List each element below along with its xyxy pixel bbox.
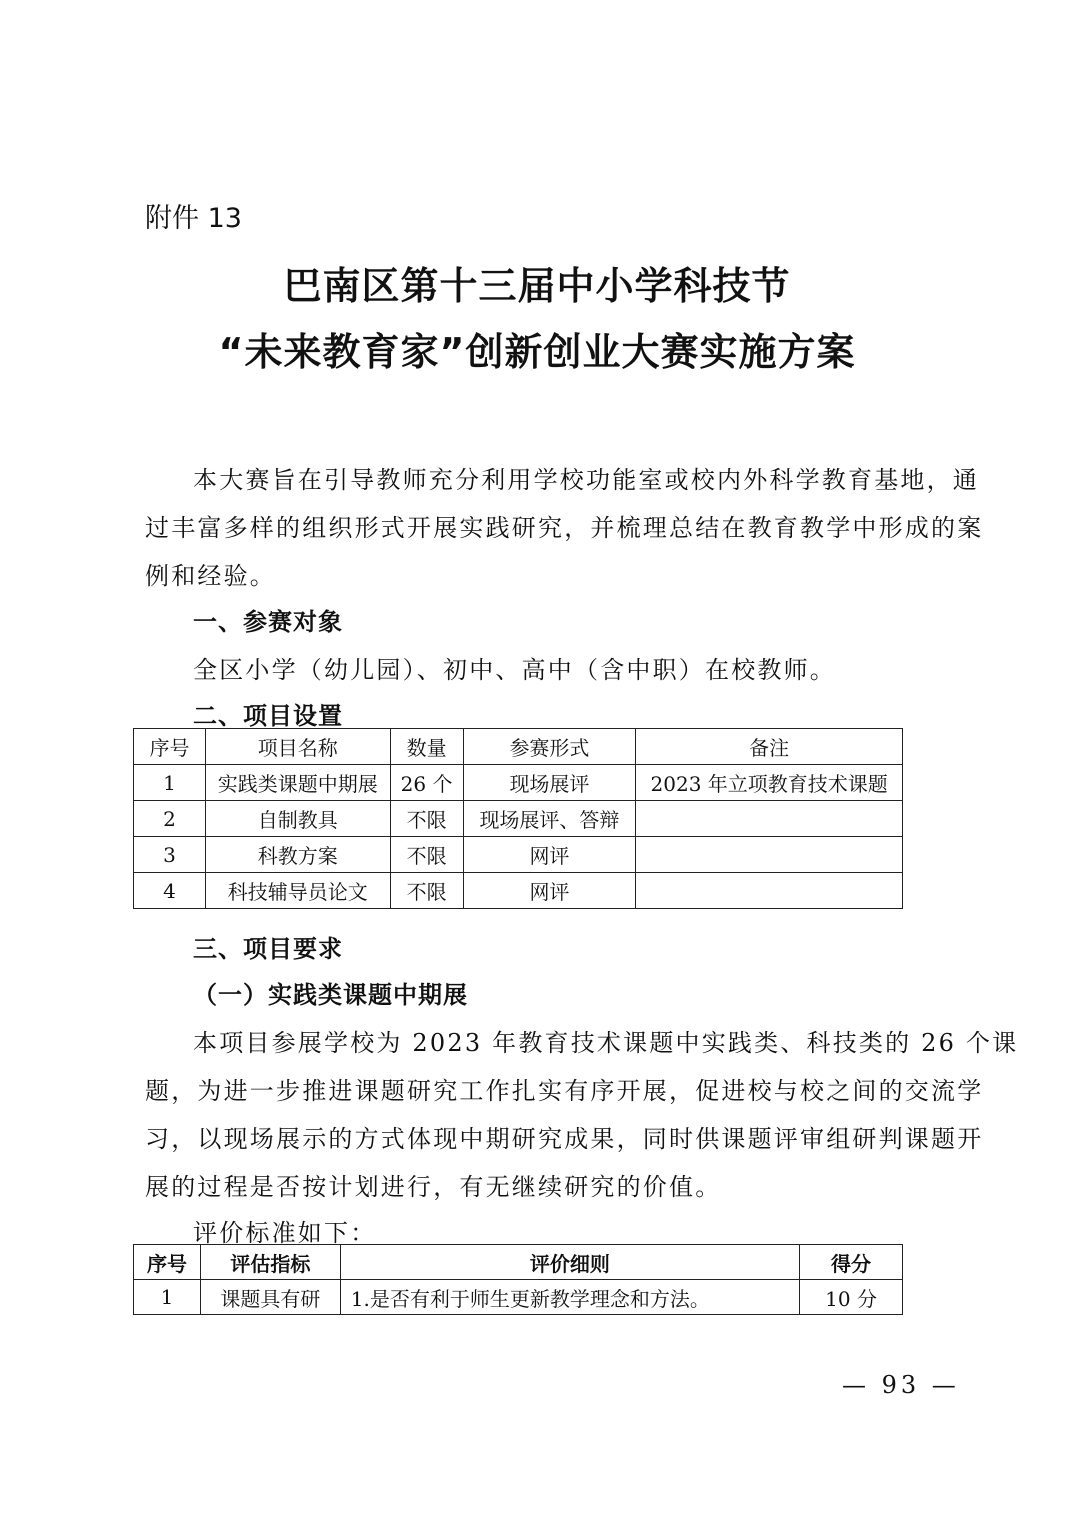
section1-text: 全区小学（幼儿园）、初中、高中（含中职）在校教师。 <box>193 656 836 684</box>
table-cell: 实践类课题中期展 <box>205 765 390 801</box>
table-row <box>134 873 903 909</box>
table-cell: 不限 <box>390 801 463 837</box>
document-title-line2: “未来教育家”创新创业大赛实施方案 <box>218 330 856 374</box>
section1-heading: 一、参赛对象 <box>193 608 343 636</box>
subsection1-heading: （一）实践类课题中期展 <box>193 981 468 1009</box>
table-cell: 课题具有研 <box>200 1280 340 1315</box>
project-settings-table <box>133 728 903 909</box>
table-cell <box>636 801 903 837</box>
table-row <box>134 765 903 801</box>
table-header-cell: 备注 <box>636 729 903 765</box>
table-cell: 不限 <box>390 873 463 909</box>
intro-line-3: 例和经验。 <box>145 562 276 590</box>
section3-heading: 三、项目要求 <box>193 935 343 963</box>
table-cell: 10 分 <box>800 1280 903 1315</box>
table-header-row <box>134 1245 903 1280</box>
document-title-line1: 巴南区第十三届中小学科技节 <box>283 264 791 308</box>
table-header-cell: 评估指标 <box>200 1245 340 1280</box>
table-header-cell: 序号 <box>134 1245 201 1280</box>
table-cell: 科教方案 <box>205 837 390 873</box>
intro-line-1: 本大赛旨在引导教师充分利用学校功能室或校内外科学教育基地，通 <box>193 466 979 494</box>
table-header-cell: 评价细则 <box>340 1245 799 1280</box>
table-cell: 网评 <box>463 873 636 909</box>
table-cell: 2023 年立项教育技术课题 <box>636 765 903 801</box>
table-cell: 1 <box>134 765 206 801</box>
subsection1-line-2: 题，为进一步推进课题研究工作扎实有序开展，促进校与校之间的交流学 <box>145 1077 984 1105</box>
table-header-cell: 数量 <box>390 729 463 765</box>
table-cell <box>636 873 903 909</box>
table-cell: 科技辅导员论文 <box>205 873 390 909</box>
subsection1-line-1: 本项目参展学校为 2023 年教育技术课题中实践类、科技类的 26 个课 <box>193 1029 1019 1057</box>
subsection1-line-4: 展的过程是否按计划进行，有无继续研究的价值。 <box>145 1173 722 1201</box>
table-row <box>134 1280 903 1315</box>
table-cell: 自制教具 <box>205 801 390 837</box>
criteria-label: 评价标准如下： <box>193 1219 377 1247</box>
table-header-cell: 参赛形式 <box>463 729 636 765</box>
table-cell: 不限 <box>390 837 463 873</box>
table-cell: 现场展评、答辩 <box>463 801 636 837</box>
table-cell: 2 <box>134 801 206 837</box>
evaluation-criteria-table <box>133 1244 903 1315</box>
table-header-cell: 得分 <box>800 1245 903 1280</box>
table-row <box>134 801 903 837</box>
table-cell: 26 个 <box>390 765 463 801</box>
table-cell: 4 <box>134 873 206 909</box>
attachment-label: 附件 13 <box>145 203 242 234</box>
table-cell: 网评 <box>463 837 636 873</box>
intro-line-2: 过丰富多样的组织形式开展实践研究，并梳理总结在教育教学中形成的案 <box>145 514 984 542</box>
table-cell: 现场展评 <box>463 765 636 801</box>
table-header-cell: 序号 <box>134 729 206 765</box>
page-number: — 93 — <box>842 1371 960 1399</box>
table-header-cell: 项目名称 <box>205 729 390 765</box>
table-row <box>134 837 903 873</box>
table-cell <box>636 837 903 873</box>
table-header-row <box>134 729 903 765</box>
table-cell: 1 <box>134 1280 201 1315</box>
subsection1-line-3: 习，以现场展示的方式体现中期研究成果，同时供课题评审组研判课题开 <box>145 1125 984 1153</box>
section2-heading: 二、项目设置 <box>193 702 343 730</box>
table-cell: 3 <box>134 837 206 873</box>
table-cell: 1.是否有利于师生更新教学理念和方法。 <box>340 1280 799 1315</box>
